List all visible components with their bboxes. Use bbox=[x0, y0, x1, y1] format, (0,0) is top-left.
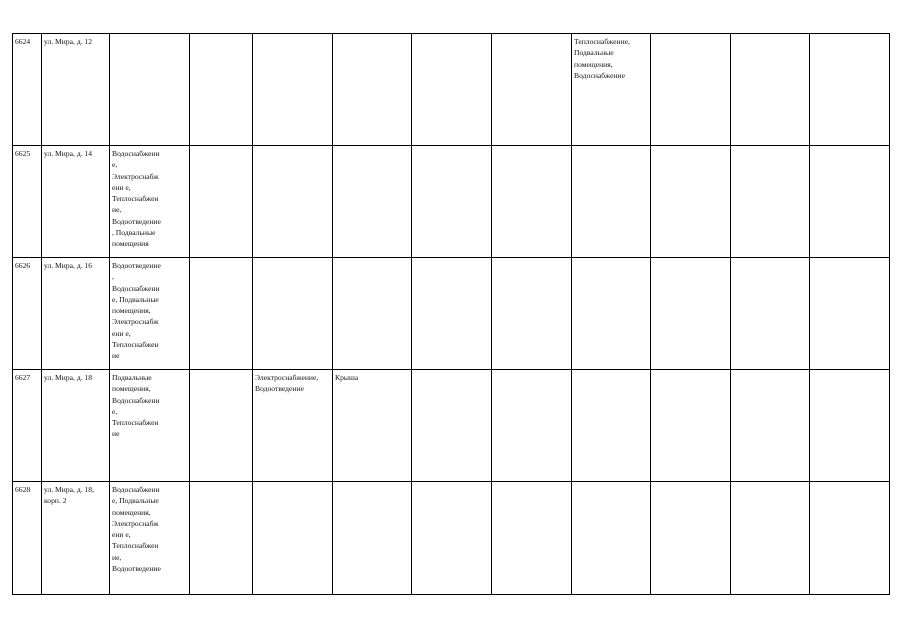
row-number-cell: 6628 bbox=[13, 482, 42, 595]
table-cell bbox=[333, 146, 412, 258]
table-cell bbox=[731, 482, 810, 595]
row-number-cell: 6624 bbox=[13, 34, 42, 146]
table-row bbox=[13, 482, 890, 595]
address-cell: ул. Мира, д. 14 bbox=[42, 146, 110, 258]
document-table bbox=[12, 33, 890, 595]
table-cell bbox=[190, 34, 253, 146]
table-cell bbox=[810, 370, 890, 482]
table-cell bbox=[412, 482, 492, 595]
table-cell bbox=[412, 34, 492, 146]
row-number-cell: 6626 bbox=[13, 258, 42, 370]
table-cell bbox=[572, 258, 651, 370]
table-cell bbox=[731, 258, 810, 370]
table-cell bbox=[253, 482, 333, 595]
address-cell: ул. Мира, д. 16 bbox=[42, 258, 110, 370]
table-cell bbox=[412, 258, 492, 370]
table-cell bbox=[333, 482, 412, 595]
table-cell bbox=[412, 146, 492, 258]
row-number-cell: 6625 bbox=[13, 146, 42, 258]
table-row bbox=[13, 146, 890, 258]
table-row bbox=[13, 370, 890, 482]
table-cell: Подвальные помещения, Водоснабжени е, Теплоснабжен ие bbox=[110, 370, 190, 482]
table-cell bbox=[651, 370, 731, 482]
table-cell bbox=[190, 370, 253, 482]
table-cell bbox=[572, 482, 651, 595]
table-cell: Водоснабжени е, Электроснабж ени е, Теплоснабжен ие, Водоотведение , Подвальные помещения bbox=[110, 146, 190, 258]
table-cell bbox=[651, 146, 731, 258]
table-row bbox=[13, 34, 890, 146]
table-cell: Водоотведение , Водоснабжени е, Подвальные помещения, Электроснабж ени е, Теплоснабжен ие bbox=[110, 258, 190, 370]
table-cell bbox=[190, 146, 253, 258]
table-cell bbox=[810, 146, 890, 258]
table-cell bbox=[810, 34, 890, 146]
table-cell bbox=[253, 146, 333, 258]
table-cell bbox=[492, 146, 572, 258]
table-cell bbox=[731, 146, 810, 258]
table-cell bbox=[810, 258, 890, 370]
table-cell: Водоснабжени е, Подвальные помещения, Электроснабж ени е, Теплоснабжен ие, Водоотведение bbox=[110, 482, 190, 595]
table-cell bbox=[651, 34, 731, 146]
row-number-cell: 6627 bbox=[13, 370, 42, 482]
table-cell bbox=[412, 370, 492, 482]
table-cell bbox=[810, 482, 890, 595]
table-cell: Крыша bbox=[333, 370, 412, 482]
table-cell bbox=[651, 482, 731, 595]
table-cell bbox=[492, 482, 572, 595]
table-cell bbox=[190, 482, 253, 595]
table-cell bbox=[110, 34, 190, 146]
table-cell bbox=[333, 34, 412, 146]
table-cell bbox=[572, 370, 651, 482]
table-cell bbox=[731, 370, 810, 482]
table-cell bbox=[253, 258, 333, 370]
table-cell bbox=[731, 34, 810, 146]
table-cell bbox=[492, 34, 572, 146]
address-cell: ул. Мира, д. 12 bbox=[42, 34, 110, 146]
table-cell bbox=[333, 258, 412, 370]
table-cell bbox=[190, 258, 253, 370]
address-cell: ул. Мира, д. 18 bbox=[42, 370, 110, 482]
table-row bbox=[13, 258, 890, 370]
table-cell: Теплоснабжение, Подвальные помещения, Водоснабжение bbox=[572, 34, 651, 146]
address-cell: ул. Мира, д. 18, корп. 2 bbox=[42, 482, 110, 595]
table-cell bbox=[492, 258, 572, 370]
table-cell bbox=[572, 146, 651, 258]
table-cell bbox=[651, 258, 731, 370]
table-cell bbox=[492, 370, 572, 482]
table-cell: Электроснабжение, Водоотведение bbox=[253, 370, 333, 482]
table-cell bbox=[253, 34, 333, 146]
